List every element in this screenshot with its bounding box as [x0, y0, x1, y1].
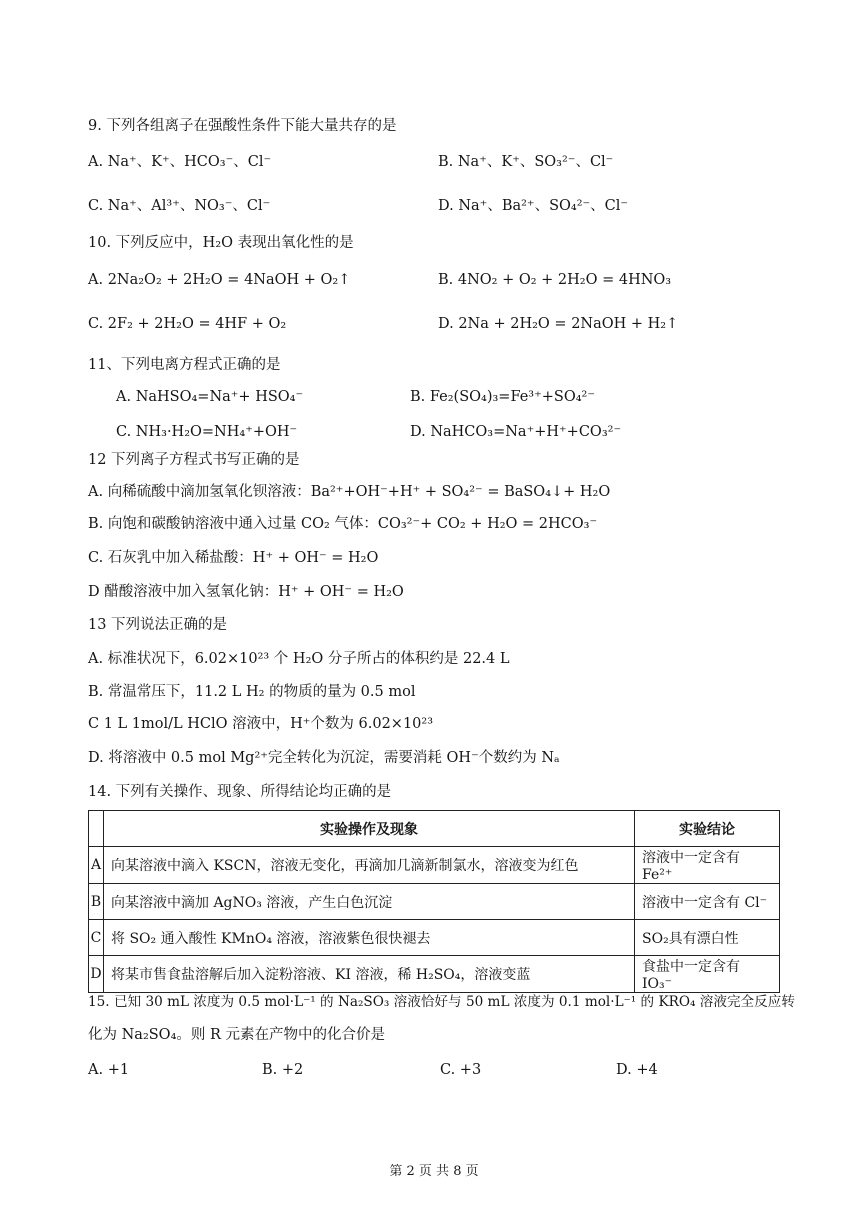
page-footer: 第 2 页 共 8 页: [389, 1164, 479, 1179]
q15-option-a: A. +1: [88, 1062, 130, 1078]
table-row: [89, 920, 780, 956]
row-operation: 向某溶液中滴入 KSCN，溶液无变化，再滴加几滴新制氯水，溶液变为红色: [104, 847, 635, 884]
q12-option-d: D 醋酸溶液中加入氢氧化钠：H⁺ + OH⁻ = H₂O: [88, 584, 404, 600]
q15-option-b: B. +2: [262, 1062, 304, 1078]
q15-option-d: D. +4: [616, 1062, 658, 1078]
row-result: 食盐中一定含有 IO₃⁻: [635, 956, 780, 993]
table-row: [89, 847, 780, 884]
q10-option-d: D. 2Na + 2H₂O = 2NaOH + H₂↑: [438, 316, 679, 332]
q11-option-b: B. Fe₂(SO₄)₃=Fe³⁺+SO₄²⁻: [410, 389, 596, 405]
q10-option-b: B. 4NO₂ + O₂ + 2H₂O = 4HNO₃: [438, 272, 672, 288]
q13-option-d: D. 将溶液中 0.5 mol Mg²⁺完全转化为沉淀，需要消耗 OH⁻个数约为 Nₐ: [88, 750, 560, 766]
q13-option-a: A. 标准状况下，6.02×10²³ 个 H₂O 分子所占的体积约是 22.4 L: [88, 651, 510, 667]
q10-option-a: A. 2Na₂O₂ + 2H₂O = 4NaOH + O₂↑: [88, 272, 351, 288]
table-header-row: [89, 811, 780, 847]
table-row: [89, 884, 780, 920]
q11-option-d: D. NaHCO₃=Na⁺+H⁺+CO₃²⁻: [410, 424, 622, 440]
q15-stem-line1: 15. 已知 30 mL 浓度为 0.5 mol·L⁻¹ 的 Na₂SO₃ 溶液恰好与 50 mL 浓度为 0.1 mol·L⁻¹ 的 KRO₄ 溶液完全反应转: [88, 994, 795, 1010]
table-header-operation: 实验操作及现象: [104, 811, 635, 847]
q10-stem: 10. 下列反应中，H₂O 表现出氧化性的是: [88, 235, 354, 251]
q13-stem: 13 下列说法正确的是: [88, 617, 228, 633]
experiment-table: [88, 810, 780, 993]
row-label: D: [89, 956, 104, 993]
row-label: A: [89, 847, 104, 884]
row-result: 溶液中一定含有 Fe²⁺: [635, 847, 780, 884]
row-operation: 将某市售食盐溶解后加入淀粉溶液、KI 溶液，稀 H₂SO₄，溶液变蓝: [104, 956, 635, 993]
row-label: B: [89, 884, 104, 920]
q11-option-a: A. NaHSO₄=Na⁺+ HSO₄⁻: [116, 389, 304, 405]
table-header-label: [89, 811, 104, 847]
row-operation: 向某溶液中滴加 AgNO₃ 溶液，产生白色沉淀: [104, 884, 635, 920]
q9-option-b: B. Na⁺、K⁺、SO₃²⁻、Cl⁻: [438, 154, 614, 170]
q11-option-c: C. NH₃·H₂O=NH₄⁺+OH⁻: [116, 424, 298, 440]
q12-stem: 12 下列离子方程式书写正确的是: [88, 452, 300, 468]
q13-option-b: B. 常温常压下，11.2 L H₂ 的物质的量为 0.5 mol: [88, 684, 416, 700]
q12-option-a: A. 向稀硫酸中滴加氢氧化钡溶液：Ba²⁺+OH⁻+H⁺ + SO₄²⁻ = BaSO₄↓+ H₂O: [88, 484, 611, 500]
q9-stem: 9. 下列各组离子在强酸性条件下能大量共存的是: [88, 118, 397, 134]
q12-option-c: C. 石灰乳中加入稀盐酸：H⁺ + OH⁻ = H₂O: [88, 550, 379, 566]
table-header-result: 实验结论: [635, 811, 780, 847]
q11-stem: 11、下列电离方程式正确的是: [88, 357, 281, 373]
q13-option-c: C 1 L 1mol/L HClO 溶液中，H⁺个数为 6.02×10²³: [88, 716, 434, 732]
q10-option-c: C. 2F₂ + 2H₂O = 4HF + O₂: [88, 316, 287, 332]
q12-option-b: B. 向饱和碳酸钠溶液中通入过量 CO₂ 气体：CO₃²⁻+ CO₂ + H₂O = 2HCO₃⁻: [88, 516, 598, 532]
q9-option-d: D. Na⁺、Ba²⁺、SO₄²⁻、Cl⁻: [438, 198, 629, 214]
row-result: SO₂具有漂白性: [635, 920, 780, 956]
row-label: C: [89, 920, 104, 956]
q15-option-c: C. +3: [440, 1062, 482, 1078]
row-operation: 将 SO₂ 通入酸性 KMnO₄ 溶液，溶液紫色很快褪去: [104, 920, 635, 956]
row-result: 溶液中一定含有 Cl⁻: [635, 884, 780, 920]
q15-stem-line2: 化为 Na₂SO₄。则 R 元素在产物中的化合价是: [88, 1027, 386, 1043]
q9-option-c: C. Na⁺、Al³⁺、NO₃⁻、Cl⁻: [88, 198, 271, 214]
q14-stem: 14. 下列有关操作、现象、所得结论均正确的是: [88, 784, 392, 800]
q9-option-a: A. Na⁺、K⁺、HCO₃⁻、Cl⁻: [88, 154, 272, 170]
table-row: [89, 956, 780, 993]
